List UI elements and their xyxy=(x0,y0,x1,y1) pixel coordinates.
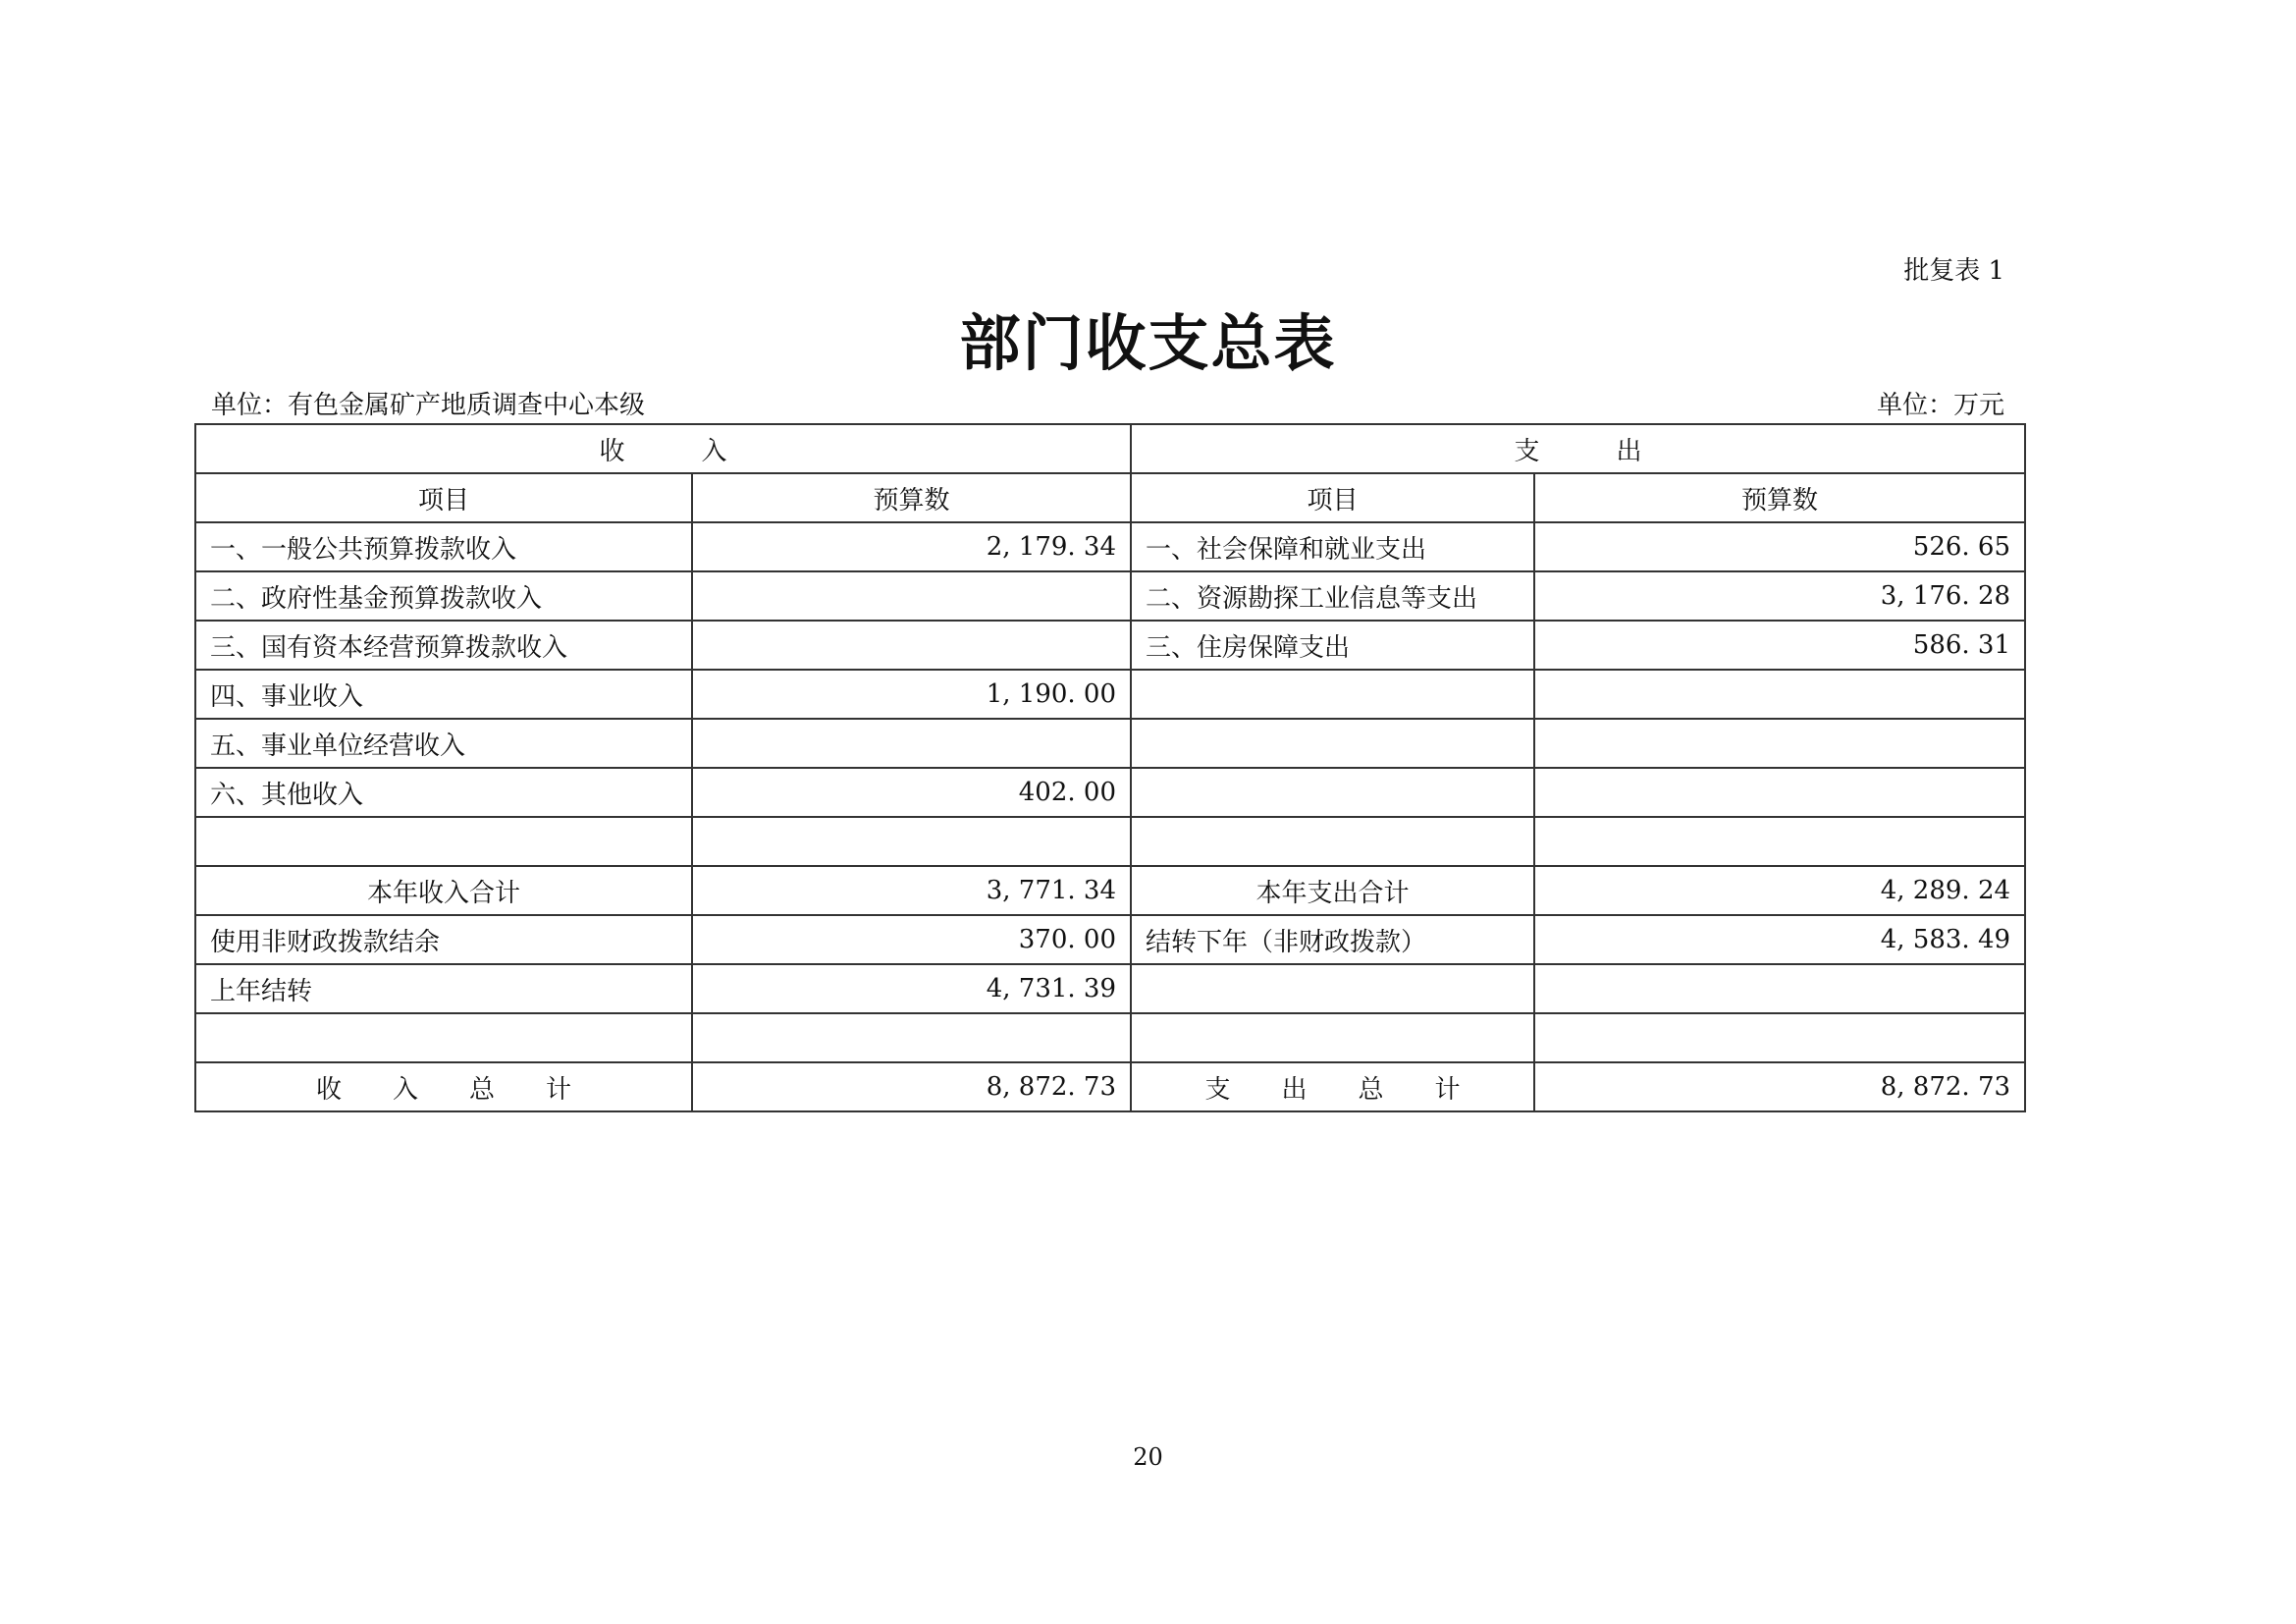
page-title: 部门收支总表 xyxy=(959,307,1337,379)
income-value xyxy=(692,1013,1131,1062)
income-value xyxy=(692,817,1131,866)
column-header-row xyxy=(195,473,2025,522)
income-subtotal-label: 本年收入合计 xyxy=(195,866,692,915)
table-row xyxy=(195,817,2025,866)
subtotal-row xyxy=(195,866,2025,915)
table-row xyxy=(195,768,2025,817)
income-item: 上年结转 xyxy=(195,964,692,1013)
income-item: 二、政府性基金预算拨款收入 xyxy=(195,571,692,621)
table-row xyxy=(195,522,2025,571)
total-row xyxy=(195,1062,2025,1111)
section-header-row xyxy=(195,424,2025,473)
expense-value: 586. 31 xyxy=(1534,621,2025,670)
income-item: 三、国有资本经营预算拨款收入 xyxy=(195,621,692,670)
income-item: 四、事业收入 xyxy=(195,670,692,719)
income-section-header: 收 入 xyxy=(195,424,1131,473)
expense-value: 4, 583. 49 xyxy=(1534,915,2025,964)
expense-value: 526. 65 xyxy=(1534,522,2025,571)
expense-value xyxy=(1534,719,2025,768)
table-row xyxy=(195,964,2025,1013)
income-item xyxy=(195,1013,692,1062)
unit-currency: 单位：万元 xyxy=(1876,391,2004,420)
expense-item: 三、住房保障支出 xyxy=(1131,621,1534,670)
income-value: 2, 179. 34 xyxy=(692,522,1131,571)
income-item: 六、其他收入 xyxy=(195,768,692,817)
income-value: 370. 00 xyxy=(692,915,1131,964)
expense-item xyxy=(1131,768,1534,817)
income-value: 402. 00 xyxy=(692,768,1131,817)
table-row xyxy=(195,915,2025,964)
expense-budget-header: 预算数 xyxy=(1534,473,2025,522)
expense-total-value: 8, 872. 73 xyxy=(1534,1062,2025,1111)
expense-item xyxy=(1131,964,1534,1013)
expense-value xyxy=(1534,964,2025,1013)
table-number: 批复表 1 xyxy=(1903,256,2004,286)
income-item: 五、事业单位经营收入 xyxy=(195,719,692,768)
expense-item: 一、社会保障和就业支出 xyxy=(1131,522,1534,571)
income-value xyxy=(692,621,1131,670)
income-value xyxy=(692,719,1131,768)
income-value: 4, 731. 39 xyxy=(692,964,1131,1013)
expense-item xyxy=(1131,817,1534,866)
expense-item-header: 项目 xyxy=(1131,473,1534,522)
budget-summary-table xyxy=(194,423,2026,1112)
expense-value xyxy=(1534,817,2025,866)
expense-value xyxy=(1534,1013,2025,1062)
income-item: 使用非财政拨款结余 xyxy=(195,915,692,964)
income-total-value: 8, 872. 73 xyxy=(692,1062,1131,1111)
expense-value xyxy=(1534,670,2025,719)
table-row xyxy=(195,719,2025,768)
table-row xyxy=(195,621,2025,670)
expense-value xyxy=(1534,768,2025,817)
unit-organization: 单位：有色金属矿产地质调查中心本级 xyxy=(211,391,646,420)
income-subtotal-value: 3, 771. 34 xyxy=(692,866,1131,915)
expense-section-header: 支 出 xyxy=(1131,424,2025,473)
page-number: 20 xyxy=(1133,1443,1163,1471)
expense-item xyxy=(1131,670,1534,719)
expense-value: 3, 176. 28 xyxy=(1534,571,2025,621)
expense-item: 结转下年（非财政拨款） xyxy=(1131,915,1534,964)
expense-total-label: 支 出 总 计 xyxy=(1131,1062,1534,1111)
expense-item xyxy=(1131,1013,1534,1062)
income-item xyxy=(195,817,692,866)
expense-subtotal-label: 本年支出合计 xyxy=(1131,866,1534,915)
expense-item xyxy=(1131,719,1534,768)
income-item-header: 项目 xyxy=(195,473,692,522)
expense-subtotal-value: 4, 289. 24 xyxy=(1534,866,2025,915)
table-row xyxy=(195,670,2025,719)
expense-item: 二、资源勘探工业信息等支出 xyxy=(1131,571,1534,621)
income-value: 1, 190. 00 xyxy=(692,670,1131,719)
table-row xyxy=(195,1013,2025,1062)
income-value xyxy=(692,571,1131,621)
income-item: 一、一般公共预算拨款收入 xyxy=(195,522,692,571)
income-total-label: 收 入 总 计 xyxy=(195,1062,692,1111)
income-budget-header: 预算数 xyxy=(692,473,1131,522)
table-row xyxy=(195,571,2025,621)
